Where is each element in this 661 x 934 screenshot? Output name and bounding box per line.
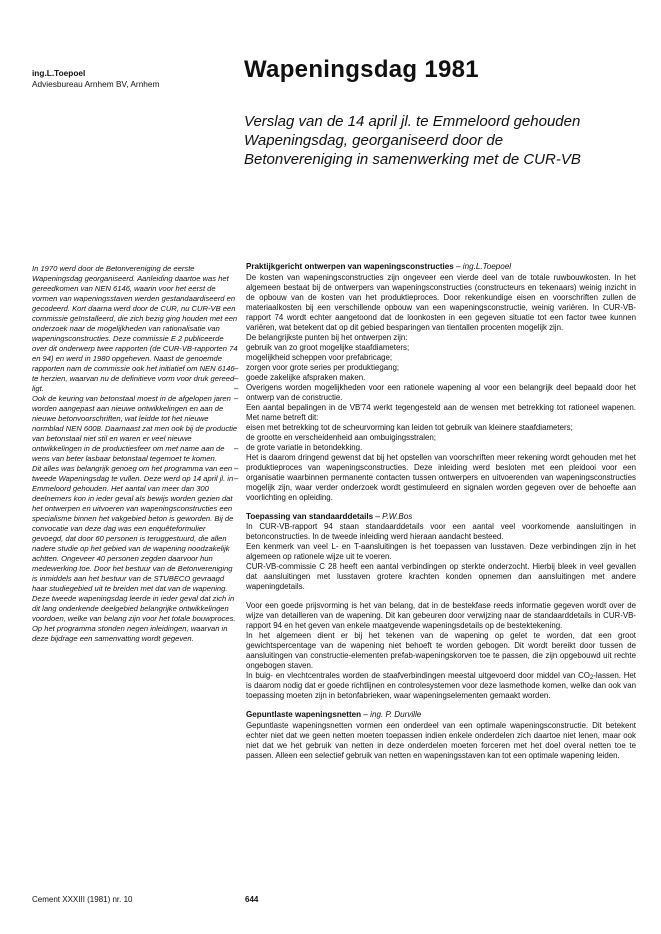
section-heading bbox=[246, 512, 636, 523]
body-paragraph bbox=[246, 671, 636, 701]
list-item: mogelijkheid scheppen voor prefabricage; bbox=[246, 352, 393, 362]
bullet-list bbox=[246, 423, 636, 453]
body-paragraph: In het algemeen dient er bij het tekenen van de wapening op gelet te worden, dat een groot gewichtspercentage van de wapening niet behoeft te worden gebogen. Dit wordt bereikt door tussen de aansluitingen van constructie-elementen prefab-wapeningskorven toe te passen, die zijn opgebouwd uit rechte ongebogen staven. bbox=[246, 631, 636, 670]
text-run: -lassen. Het is daarom nodig dat er goede richtlijnen en controlesystemen voor deze lasmethode komen, welke dan ook van toepassing moeten zijn in betonfabrieken, waar wapeningselementen gemaakt worden. bbox=[246, 671, 636, 700]
author-affiliation: Adviesbureau Arnhem BV, Arnhem bbox=[32, 78, 160, 89]
intro-paragraph: Deze tweede wapeningsdag leerde in ieder geval dat zich in dit lang onderkende deelgebied belangrijke ontwikkelingen voordoen, welke van belang zijn voor het totale bouwproces. Op het programma stonden negen inleidingen, waarvan in deze bijdrage een samenvatting wordt gegeven. bbox=[32, 594, 236, 643]
main-column bbox=[246, 262, 636, 761]
section-byline: – ing.L.Toepoel bbox=[453, 262, 512, 271]
bullet-list bbox=[246, 343, 636, 383]
body-paragraph: In CUR-VB-rapport 94 staan standaarddetails voor een aantal veel voorkomende aansluitingen in betonconstructies. In de tweede inleiding werd hieraan aandacht besteed. bbox=[246, 522, 636, 541]
margin-dash: – bbox=[234, 364, 239, 373]
body-paragraph: De kosten van wapeningsconstructies zijn ongeveer een vierde deel van de totale ruwbouwkosten. In het algemeen bestaat bij de ontwerpers van wapeningsconstructies (constructeurs en tekenaars) weinig inzicht in de opbouw van de kosten van het produktieproces. Door rekenkundige eisen en voorschriften zullen de materiaalkosten bij een verschillende opbouw van een wapeningsconstructie, weinig variëren. In CUR-VB-rapport 74 wordt echter aangetoond dat de loonkosten in een gegeven situatie tot een factor twee kunnen variëren, wat betekent dat op dit gebied besparingen van tientallen procenten mogelijk zijn. bbox=[246, 272, 636, 332]
author-name: ing.L.Toepoel bbox=[32, 68, 86, 78]
section-byline: – P.W.Bos bbox=[373, 511, 413, 521]
section-title: Gepuntlaste wapeningsnetten bbox=[246, 710, 362, 719]
margin-dash: – bbox=[234, 394, 239, 403]
article-subtitle bbox=[244, 112, 644, 169]
subtitle-line: Betonvereniging in samenwerking met de CUR-VB bbox=[244, 151, 581, 168]
article-title: Wapeningsdag 1981 bbox=[244, 56, 479, 83]
list-item: gebruik van zo groot mogelijke staafdiameters; bbox=[246, 342, 410, 352]
list-item: de grootte en verscheidenheid aan ombuigingsstralen; bbox=[246, 432, 436, 442]
intro-paragraph: Dit alles was belangrijk genoeg om het programma van een tweede Wapeningsdag te vullen. Deze werd op 14 april jl. in Emmeloord gehouden. Het aantal van meer dan 300 deelnemers kon in ieder geval als bewijs worden gezien dat het ontwerpen en uitvoeren van wapeningsconstructies een specialisme binnen het vakgebied beton is geworden. Bij de convocatie van deze dag was een enquêteformulier gevoegd, dat door 60 personen is teruggestuurd, die allen nadere studie op het gebied van de wapening noodzakelijk achtten. Ongeveer 40 personen zegden daarvoor hun medewerking toe. Door het bestuur van de Betonvereniging is inmiddels aan het bestuur van de STUBECO gevraagd haar studiegebied uit te breiden met dat van de wapening. bbox=[32, 464, 234, 593]
margin-dash: – bbox=[234, 384, 239, 393]
body-paragraph: De belangrijkste punten bij het ontwerpen zijn: bbox=[246, 332, 408, 342]
body-paragraph: Een aantal bepalingen in de VB'74 werkt tegengesteld aan de wensen met betrekking tot rationeel wapenen. Met name betreft dit: bbox=[246, 402, 636, 422]
margin-dash: – bbox=[234, 444, 239, 453]
body-paragraph: Het is daarom dringend gewenst dat bij het opstellen van voorschriften meer rekening wordt gehouden met het produktieproces van wapeningsconstructies. Deze inleiding werd besloten met een pleidooi voor een organisatie waarbinnen permanente contacten tussen ontwerpers en uitvoerenden van wapeningsconstructies mogelijk zijn, waar verder onderzoek wordt gestimuleerd en signalen worden gegeven over de behoefte aan voorlichting en opleiding. bbox=[246, 452, 636, 502]
section-heading bbox=[246, 710, 636, 721]
section-byline: – ing. P. Durville bbox=[361, 710, 422, 719]
body-paragraph: Voor een goede prijsvorming is het van belang, dat in de bestekfase reeds informatie gegeven wordt over de wijze van detailleren van de wapening. Dit kan gebeuren door verwijzing naar de standaarddetails in CUR-VB-rapport 94 en het geven van enkele maatgevende wapeningsdetails op de bestektekening. bbox=[246, 601, 636, 630]
list-item: de grote variatie in betondekking. bbox=[246, 442, 363, 452]
section-heading bbox=[246, 262, 636, 273]
margin-dash: – bbox=[234, 464, 239, 473]
section-title: Toepassing van standaarddetails bbox=[246, 511, 374, 521]
intro-paragraph: Ook de keuring van betonstaal moest in de afgelopen jaren worden aangepast aan nieuwe ontwikkelingen en aan de nieuwe betonvoorschriften, wat leidde tot het nieuwe normblad NEN 6008. Daarnaast zat men ook bij de productie van betonstaal niet stil en waren er veel nieuwe ontwikkelingen in de productiesfeer om met name aan de wens van beter lasbaar betonstaal tegemoet te komen. bbox=[32, 394, 238, 463]
intro-column bbox=[32, 264, 238, 644]
section-title: Praktijkgericht ontwerpen van wapeningsconstructies bbox=[246, 262, 454, 271]
margin-dash: – bbox=[234, 374, 239, 383]
subscript: 2 bbox=[589, 675, 594, 681]
text-run: In buig- en vlechtcentrales worden de staafverbindingen meestal uitgevoerd door middel van CO bbox=[246, 671, 590, 680]
subtitle-line: Wapeningsdag, georganiseerd door de bbox=[244, 132, 504, 149]
intro-paragraph: In 1970 werd door de Betonvereniging de eerste Wapeningsdag georganiseerd. Aanleiding daartoe was het gereedkomen van NEN 6146, waarin voor het eerst de vormen van wapeningsstaven werden gestandaardiseerd en gecodeerd. Kort daarna werd door de CUR, nu CUR-VB een commissie geïnstalleerd, die zich bezig ging houden met een onderzoek naar de mogelijkheden van rationalisatie van wapeningsconstructies. Deze commissie E 2 publiceerde over dit onderwerp twee rapporten (de CUR-VB-rapporten 74 en 94) en werd in 1980 opgeheven. Naast de genoemde rapporten nam de commissie ook het initiatief om NEN 6146 te herzien, waarvan nu de definitieve vorm voor druk gereed ligt. bbox=[32, 264, 238, 393]
list-item: zorgen voor grote series per produktiegang; bbox=[246, 362, 400, 372]
list-item: goede zakelijke afspraken maken. bbox=[246, 372, 366, 382]
body-paragraph: CUR-VB-commissie C 28 heeft een aantal verbindingen op sterkte onderzocht. Hierbij bleek in veel gevallen dat aansluitingen met lusstaven grotere krachten konden opnemen dan aansluitingen met andere wapeningdetails. bbox=[246, 562, 636, 591]
body-paragraph: Gepuntlaste wapeningsnetten vormen een onderdeel van een optimale wapeningsconstructie. Dit betekent echter niet dat we geen netten moeten toepassen indien enkele onderdelen zich daartoe niet lenen, maar ook niet dat we het gebruik van netten in deze onderdelen moeten forceren met het doel overal netten toe te passen. Alleen een selectief gebruik van netten en wapeningsstaven kan tot een optimale wapening leiden. bbox=[246, 720, 636, 760]
list-item: eisen met betrekking tot de scheurvorming kan leiden tot gebruik van kleinere staafdiameters; bbox=[246, 422, 573, 432]
subtitle-line: Verslag van de 14 april jl. te Emmeloord gehouden bbox=[244, 113, 581, 130]
body-paragraph: Overigens worden mogelijkheden voor een rationele wapening al voor een belangrijk deel bepaald door het ontwerp van de constructie. bbox=[246, 382, 636, 402]
margin-dash: – bbox=[234, 474, 239, 483]
footer-journal: Cement XXXIII (1981) nr. 10 bbox=[32, 895, 133, 904]
page-number: 644 bbox=[245, 895, 259, 904]
author-block bbox=[32, 68, 232, 89]
body-paragraph: Een kenmerk van veel L- en T-aansluitingen is het toepassen van lusstaven. Deze verbindingen zijn in het algemeen op rationele wijze uit te voeren. bbox=[246, 542, 636, 561]
